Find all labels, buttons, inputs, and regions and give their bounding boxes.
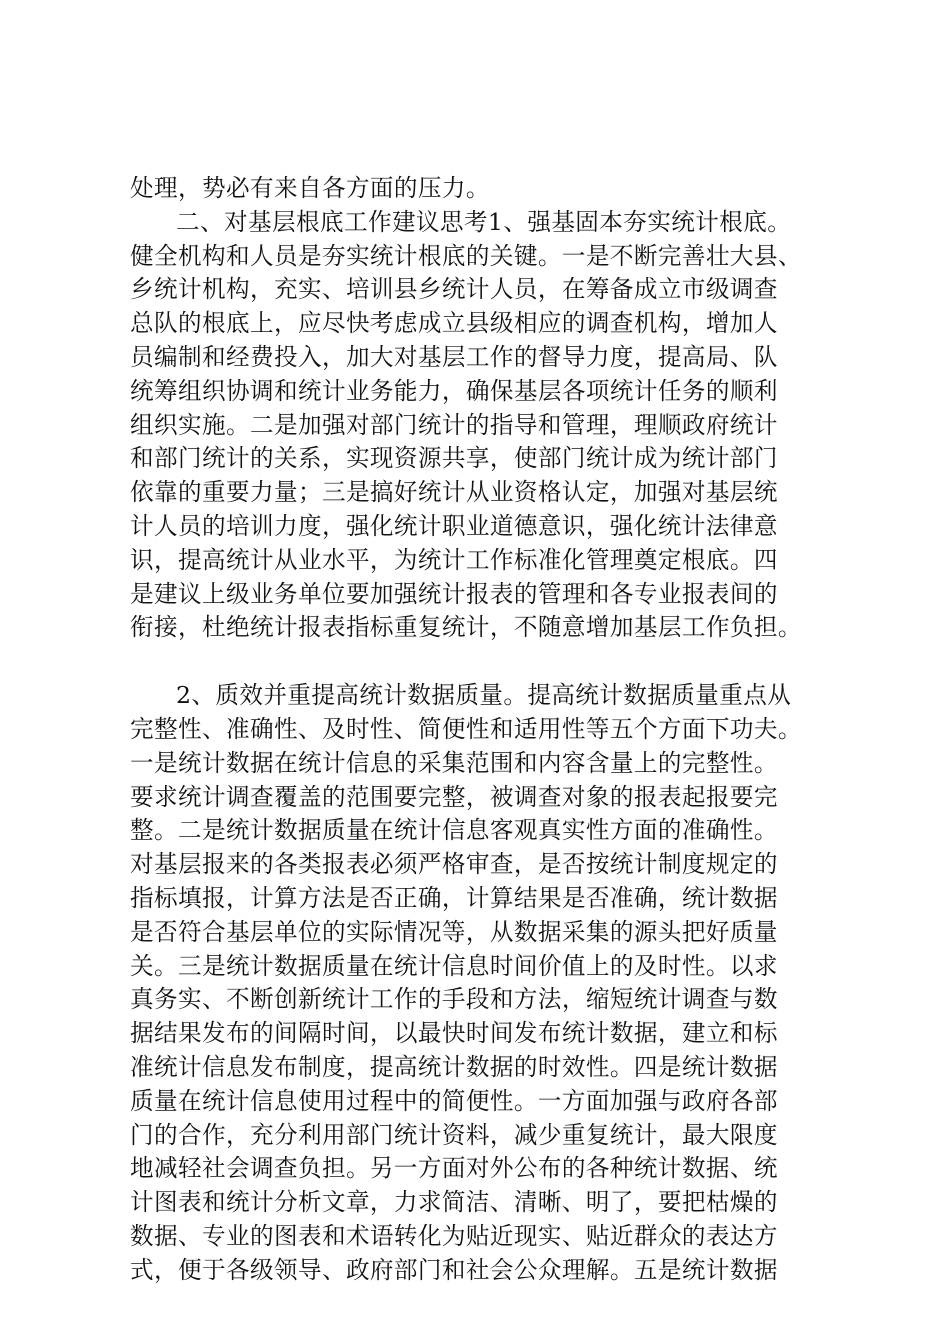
text-line: 是建议上级业务单位要加强统计报表的管理和各专业报表间的 [130, 579, 778, 608]
paragraph-1 [130, 172, 850, 206]
text-line: 对基层报来的各类报表必须严格审查，是否按统计制度规定的 [130, 850, 778, 879]
text-line: 质量在统计信息使用过程中的简便性。一方面加强与政府各部 [130, 1086, 778, 1115]
text-line: 式，便于各级领导、政府部门和社会公众理解。五是统计数据 [130, 1255, 778, 1284]
text-line: 计图表和统计分析文章，力求简洁、清晰、明了，要把枯燥的 [130, 1188, 778, 1217]
paragraph-3 [130, 679, 850, 1287]
text-line: 准统计信息发布制度，提高统计数据的时效性。四是统计数据 [130, 1052, 778, 1081]
text-line: 计人员的培训力度，强化统计职业道德意识，强化统计法律意 [130, 511, 778, 540]
paragraph-gap [130, 645, 850, 679]
text-line: 据结果发布的间隔时间，以最快时间发布统计数据，建立和标 [130, 1019, 778, 1048]
text-line: 员编制和经费投入，加大对基层工作的督导力度，提高局、队 [130, 342, 778, 371]
text-line: 2、质效并重提高统计数据质量。提高统计数据质量重点从 [176, 681, 792, 710]
text-line: 真务实、不断创新统计工作的手段和方法，缩短统计调查与数 [130, 985, 778, 1014]
text-line: 二、对基层根底工作建议思考1、强基固本夯实统计根底。 [176, 207, 792, 236]
text-line: 指标填报，计算方法是否正确，计算结果是否准确，统计数据 [130, 883, 778, 912]
paragraph-2 [130, 206, 850, 645]
text-line: 整。二是统计数据质量在统计信息客观真实性方面的准确性。 [130, 816, 778, 845]
text-line: 统筹组织协调和统计业务能力，确保基层各项统计任务的顺利 [130, 376, 778, 405]
text-line: 完整性、准确性、及时性、简便性和适用性等五个方面下功夫。 [130, 714, 802, 743]
text-line: 乡统计机构，充实、培训县乡统计人员，在筹备成立市级调查 [130, 275, 778, 304]
text-line: 门的合作，充分利用部门统计资料，减少重复统计，最大限度 [130, 1120, 778, 1149]
text-line: 和部门统计的关系，实现资源共享，使部门统计成为统计部门 [130, 444, 778, 473]
document-page [130, 172, 850, 1288]
text-line: 是否符合基层单位的实际情况等，从数据采集的源头把好质量 [130, 917, 778, 946]
text-line: 依靠的重要力量；三是搞好统计从业资格认定，加强对基层统 [130, 478, 778, 507]
text-line: 关。三是统计数据质量在统计信息时间价值上的及时性。以求 [130, 951, 778, 980]
text-line: 要求统计调查覆盖的范围要完整，被调查对象的报表起报要完 [130, 782, 778, 811]
text-line: 数据、专业的图表和术语转化为贴近现实、贴近群众的表达方 [130, 1221, 778, 1250]
text-line: 识，提高统计从业水平，为统计工作标准化管理奠定根底。四 [130, 545, 778, 574]
text-line: 总队的根底上，应尽快考虑成立县级相应的调查机构，增加人 [130, 309, 778, 338]
text-line: 处理，势必有来自各方面的压力。 [130, 174, 490, 202]
text-line: 组织实施。二是加强对部门统计的指导和管理，理顺政府统计 [130, 410, 778, 439]
text-line: 地减轻社会调查负担。另一方面对外公布的各种统计数据、统 [130, 1154, 778, 1183]
text-line: 健全机构和人员是夯实统计根底的关键。一是不断完善壮大县、 [130, 241, 802, 270]
text-line: 衔接，杜绝统计报表指标重复统计，不随意增加基层工作负担。 [130, 613, 802, 642]
text-line: 一是统计数据在统计信息的采集范围和内容含量上的完整性。 [130, 748, 778, 777]
